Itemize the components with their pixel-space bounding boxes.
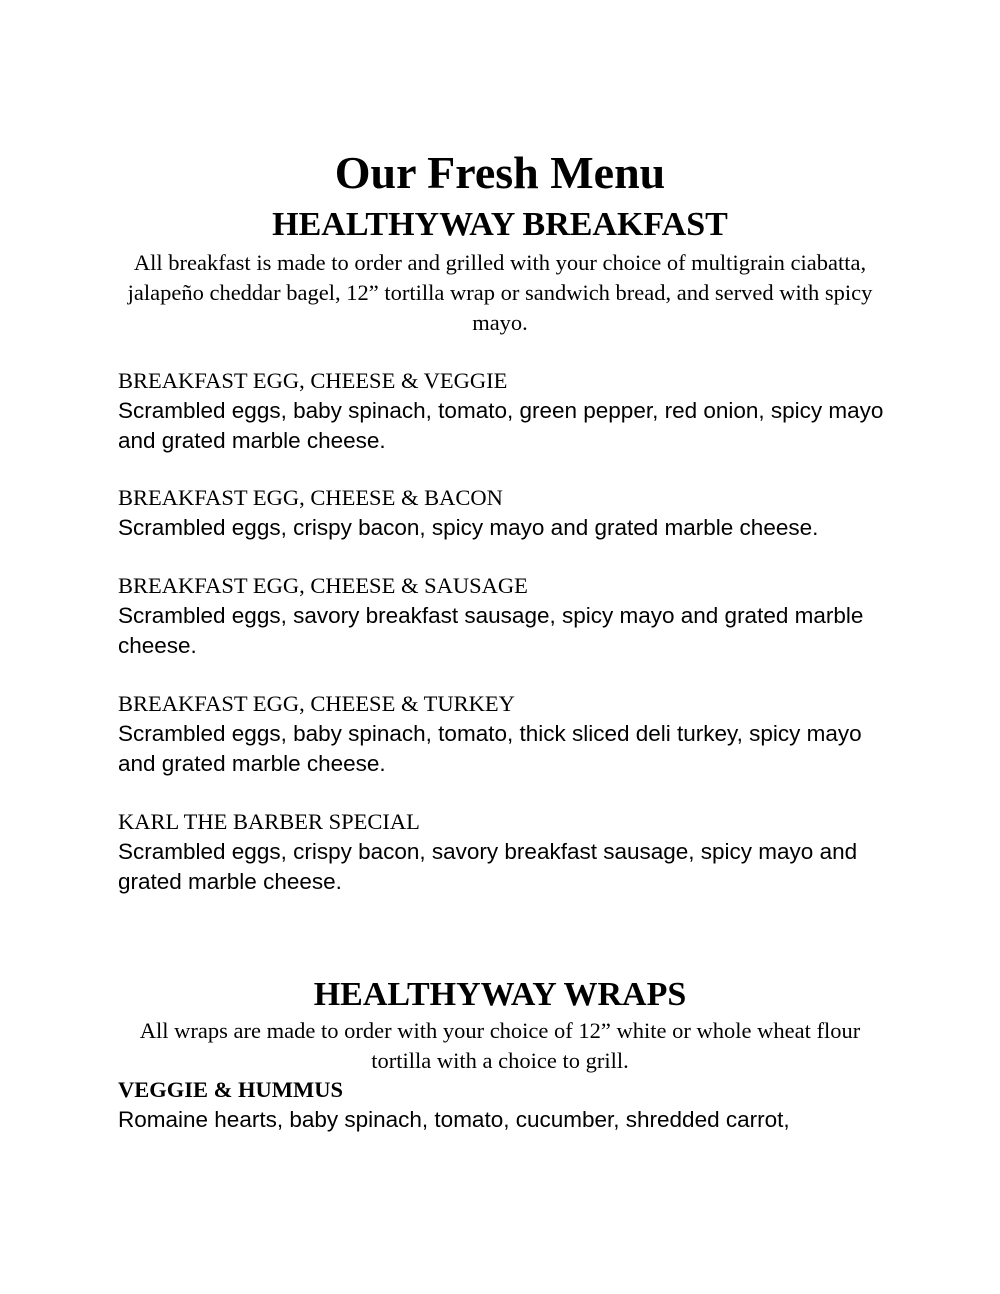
menu-item-name: BREAKFAST EGG, CHEESE & BACON [118, 485, 503, 510]
menu-item [118, 1075, 898, 1135]
menu-item-name: VEGGIE & HUMMUS [118, 1077, 343, 1102]
wraps-section-intro: All wraps are made to order with your choice of 12” white or whole wheat flour tortilla with a choice to grill. [139, 1018, 861, 1073]
menu-item [118, 366, 898, 455]
menu-item-description: Romaine hearts, baby spinach, tomato, cucumber, shredded carrot, [118, 1107, 790, 1132]
menu-item-description: Scrambled eggs, crispy bacon, spicy mayo and grated marble cheese. [118, 515, 819, 540]
menu-item-description: Scrambled eggs, baby spinach, tomato, green pepper, red onion, spicy mayo and grated marble cheese. [118, 398, 884, 453]
menu-item-description: Scrambled eggs, baby spinach, tomato, thick sliced deli turkey, spicy mayo and grated marble cheese. [118, 721, 862, 776]
menu-item-name: BREAKFAST EGG, CHEESE & VEGGIE [118, 368, 508, 393]
menu-item [118, 571, 898, 660]
breakfast-section-intro: All breakfast is made to order and grilled with your choice of multigrain ciabatta, jalapeño cheddar bagel, 12” tortilla wrap or sandwich bread, and served with spicy mayo. [127, 250, 873, 335]
menu-item [118, 689, 898, 778]
page-title: Our Fresh Menu [334, 147, 666, 198]
menu-item-description: Scrambled eggs, crispy bacon, savory breakfast sausage, spicy mayo and grated marble cheese. [118, 839, 858, 894]
breakfast-section-heading: HEALTHYWAY BREAKFAST [272, 206, 728, 243]
menu-item-name: KARL THE BARBER SPECIAL [118, 809, 420, 834]
menu-item [118, 483, 898, 543]
menu-item-name: BREAKFAST EGG, CHEESE & TURKEY [118, 691, 515, 716]
menu-item-name: BREAKFAST EGG, CHEESE & SAUSAGE [118, 573, 528, 598]
menu-item-description: Scrambled eggs, savory breakfast sausage, spicy mayo and grated marble cheese. [118, 603, 864, 658]
menu-item [118, 807, 898, 896]
wraps-section-heading: HEALTHYWAY WRAPS [313, 976, 687, 1013]
